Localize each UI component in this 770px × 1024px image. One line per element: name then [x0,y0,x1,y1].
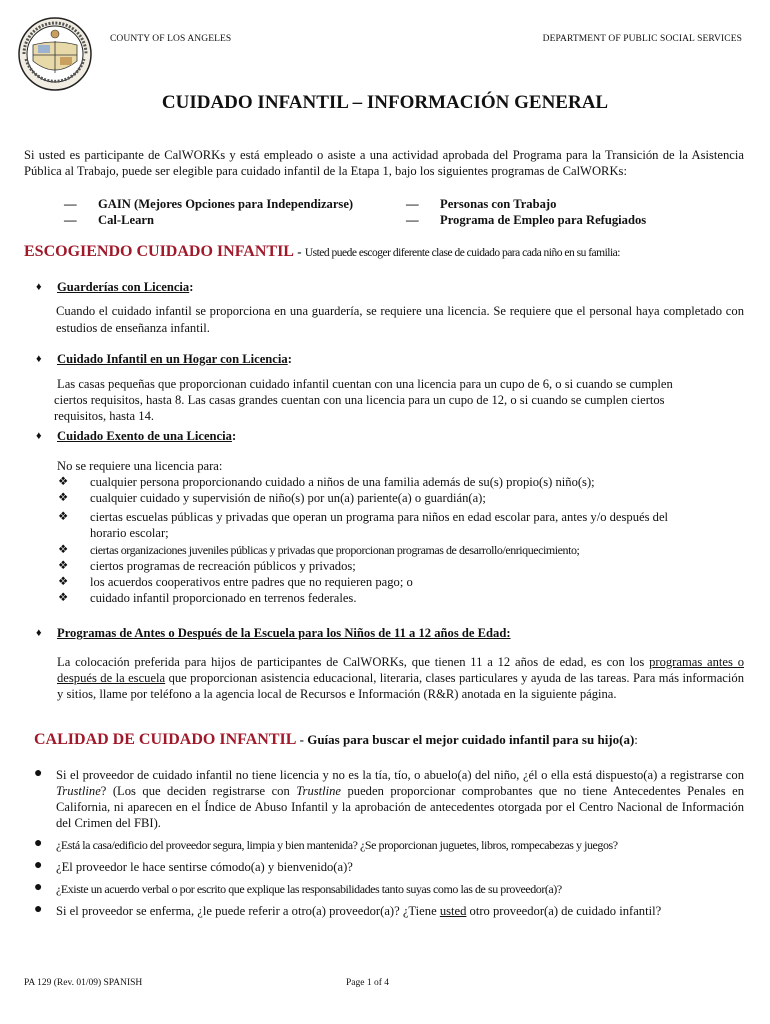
item-title-exento: Cuidado Exento de una Licencia: [57,429,237,443]
item-lead-exento: No se requiere una licencia para: [57,459,223,473]
subitem-6: los acuerdos cooperativos entre padres que no requieren pago; o [90,575,413,589]
county-seal-icon [18,17,92,91]
section-heading-escogiendo: ESCOGIENDO CUIDADO INFANTIL - Usted puede escoger diferente clase de cuidado para cada niño en su familia: [24,243,620,260]
footer-page-number: Page 1 of 4 [346,978,390,988]
dash: — [406,213,419,227]
diamond-bullet-icon: ❖ [58,544,69,556]
subitem-2: cualquier cuidado y supervisión de niño(s) por un(a) pariente(a) o guardián(a); [90,491,486,505]
dot-bullet-icon: ● [34,836,43,851]
programas-link: programas antes o después de la escuela [57,655,745,685]
item-text-guarderias: Cuando el cuidado infantil se proporciona en una guardería, se requiere una licencia. Se requiere que el personal haya completado con estudios de enseñanza infantil. [56,304,744,335]
program-refugiados: Programa de Empleo para Refugiados [440,213,647,227]
subitem-1: cualquier persona proporcionando cuidado a niños de una familia además de su(s) propio(s) niño(s); [90,475,595,489]
diamond-bullet-icon: ❖ [58,492,69,504]
page-title: CUIDADO INFANTIL – INFORMACIÓN GENERAL [161,92,609,113]
dash: — [64,197,77,211]
item-text-programas: La colocación preferida para hijos de participantes de CalWORKs, que tienen 11 a 12 años de edad, es con los programas antes o después de la escuela que proporcionan asistencia educacional, literaria, clases particulares y ayuda de las tareas. Para más información y sitios, llame por teléfono a la agencia local de Recursos e Información (R&R) anotada en la siguiente página. [57,655,745,701]
calidad-item-comodo: ¿El proveedor le hace sentirse cómodo(a) y bienvenido(a)? [56,860,353,874]
calidad-item-casa: ¿Está la casa/edificio del proveedor segura, limpia y bien mantenida? ¿Se proporcionan juguetes, libros, rompecabezas y juegos? [56,838,618,852]
program-personas-con-trabajo: Personas con Trabajo [440,197,557,211]
dash: — [406,197,419,211]
item-title-hogar: Cuidado Infantil en un Hogar con Licencia: [57,352,292,366]
bullet-icon: ♦ [36,430,42,442]
bullet-icon: ♦ [36,627,42,639]
dot-bullet-icon: ● [34,766,43,781]
item-title-guarderias: Guarderías con Licencia: [57,280,194,294]
diamond-bullet-icon: ❖ [58,476,69,488]
diamond-bullet-icon: ❖ [58,511,69,523]
diamond-bullet-icon: ❖ [58,576,69,588]
footer-form-number: PA 129 (Rev. 01/09) SPANISH [24,978,143,988]
dash: — [64,213,77,227]
program-cal-learn: Cal-Learn [98,213,154,227]
calidad-item-acuerdo: ¿Existe un acuerdo verbal o por escrito que explique las responsabilidades tanto suyas como las de su proveedor(a)? [56,882,562,896]
section-heading-calidad: CALIDAD DE CUIDADO INFANTIL - Guías para buscar el mejor cuidado infantil para su hijo(a): [34,731,638,748]
subitem-4: ciertas organizaciones juveniles públicas y privadas que proporcionan programas de desarrollo/enriquecimiento; [90,543,580,557]
dot-bullet-icon: ● [34,858,43,873]
subitem-3: ciertas escuelas públicas y privadas que operan un programa para niños en edad escolar para, antes y/o después del [90,510,669,524]
bullet-icon: ♦ [36,353,42,365]
dot-bullet-icon: ● [34,880,43,895]
diamond-bullet-icon: ❖ [58,560,69,572]
calidad-item-enferma: Si el proveedor se enferma, ¿le puede referir a otro(a) proveedor(a)? ¿Tiene usted otro proveedor(a) de cuidado infantil? [56,904,662,918]
item-text-hogar-line3: requisitos, hasta 14. [54,409,155,423]
subitem-7: cuidado infantil proporcionado en terrenos federales. [90,591,357,605]
header-county: COUNTY OF LOS ANGELES [110,34,232,44]
calidad-item-trustline: Si el proveedor de cuidado infantil no tiene licencia y no es la tía, tío, o abuelo(a) del niño, ¿él o ella está dispuesto(a) a registrarse con Trustline? (Los que deciden registrarse con Trustline pueden proporcionar comprobantes que no tiene Antecedentes Penales en California, ni aparecen en el Índice de Abuso Infantil y la aprobación de antecedentes otorgada por el Centro Nacional de Información del Crimen del FBI). [56,768,744,830]
intro-paragraph: Si usted es participante de CalWORKs y está empleado o asiste a una actividad aprobada del Programa para la Transición de la Asistencia Pública al Trabajo, puede ser elegible para cuidado infantil de la Etapa 1, bajo los siguientes programas de CalWORKs: [24,148,744,178]
program-gain: GAIN (Mejores Opciones para Independizarse) [98,197,354,211]
item-text-hogar-line2: ciertos requisitos, hasta 8. Las casas grandes cuentan con una licencia para un cupo de 12, o si cuando se cumplen ciertos [54,393,665,407]
item-text-hogar-line1: Las casas pequeñas que proporcionan cuidado infantil cuentan con una licencia para un cupo de 6, o si cuando se cumplen [57,377,673,391]
subitem-3-cont: horario escolar; [90,526,169,540]
bullet-icon: ♦ [36,281,42,293]
subitem-5: ciertos programas de recreación públicos y privados; [90,559,356,573]
diamond-bullet-icon: ❖ [58,592,69,604]
header-department: DEPARTMENT OF PUBLIC SOCIAL SERVICES [542,34,742,44]
dot-bullet-icon: ● [34,902,43,917]
item-title-programas: Programas de Antes o Después de la Escuela para los Niños de 11 a 12 años de Edad: [57,626,511,640]
